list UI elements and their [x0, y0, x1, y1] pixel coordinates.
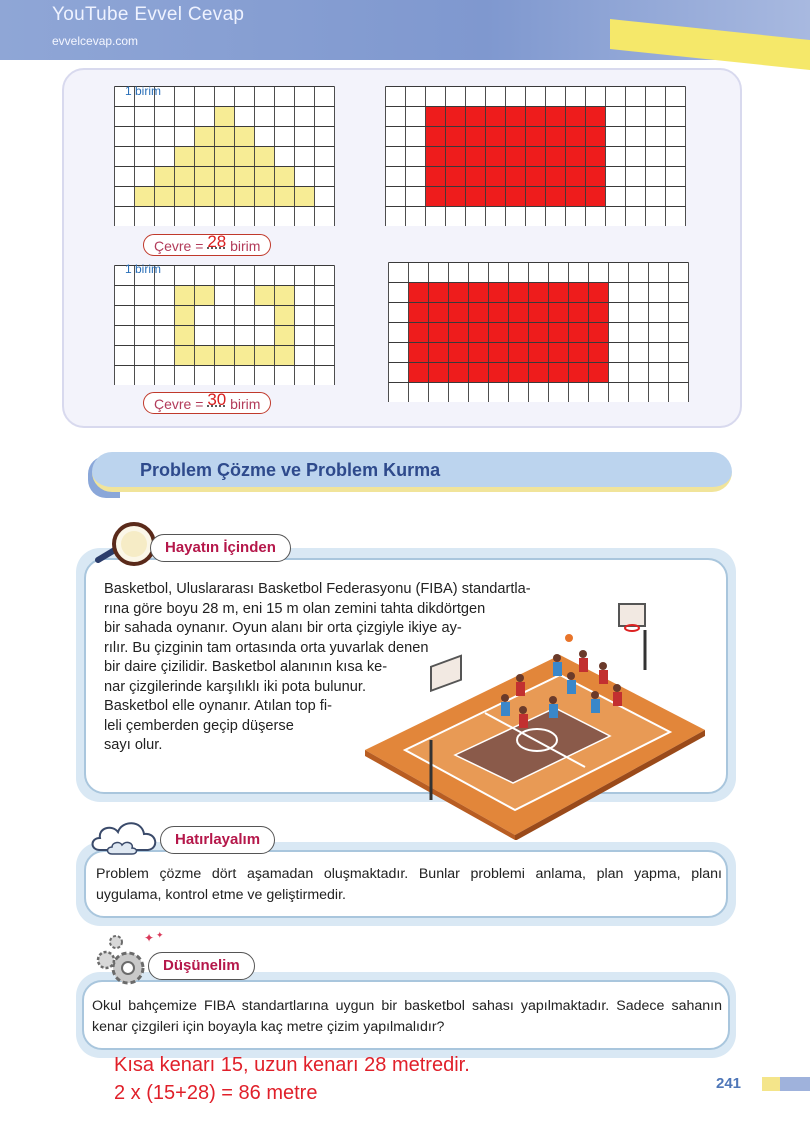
grid-cell-filled	[215, 187, 235, 207]
perimeter-answer-1-value: 28	[207, 232, 227, 251]
grid-cell-filled	[175, 326, 195, 346]
grid-triangle-shape	[114, 86, 336, 226]
answer-line-1: Kısa kenarı 15, uzun kenarı 28 metredir.	[114, 1054, 470, 1076]
grid-cell-filled	[215, 147, 235, 167]
think-text: Okul bahçemize FIBA standartlarına uygun bir basketbol sahası yapılmaktadır. Sadece sahanın kenar çizgileri için boyayla kaç metre çizim yapılmalıdır?	[92, 998, 722, 1035]
grid-cell-filled	[195, 167, 215, 187]
red-rectangle	[426, 107, 606, 207]
grid-red-rectangle-1	[385, 86, 687, 226]
grid-cell-filled	[175, 167, 195, 187]
grid-cell-filled	[195, 127, 215, 147]
recall-text: Problem çözme dört aşamadan oluşmaktadır. Bunlar problemi anlama, plan yapma, planı uygulama, kontrol etme ve geliştirmedir.	[96, 866, 722, 903]
section-title: Problem Çözme ve Problem Kurma	[140, 460, 441, 480]
grid-cell-filled	[275, 306, 295, 326]
grid-cell-filled	[235, 167, 255, 187]
grid-cell-filled	[235, 187, 255, 207]
grid-cell-filled	[155, 187, 175, 207]
grid-cell-filled	[175, 306, 195, 326]
grid-cell-filled	[235, 147, 255, 167]
svg-text:✦: ✦	[144, 931, 155, 945]
grid-cell-filled	[175, 147, 195, 167]
grid-cell-filled	[135, 187, 155, 207]
grid-cell-filled	[295, 187, 315, 207]
grid-cell-filled	[175, 346, 195, 366]
grid-cell-filled	[215, 167, 235, 187]
perimeter-answer-2-value: 30	[207, 390, 227, 409]
grid-cell-filled	[175, 187, 195, 207]
grid-cell-filled	[275, 167, 295, 187]
life-line: sayı olur.	[104, 737, 163, 753]
grid-cell-filled	[155, 167, 175, 187]
grid-cell-filled	[195, 147, 215, 167]
life-line: bir daire çizilidir. Basketbol alanının kısa ke-	[104, 659, 388, 675]
grid-cell-filled	[275, 346, 295, 366]
page-strip-yellow	[762, 1077, 780, 1091]
grid-cell-filled	[195, 187, 215, 207]
watermark-url: evvelcevap.com	[52, 34, 139, 48]
grid-cell-filled	[195, 286, 215, 306]
page-strip-blue	[780, 1077, 810, 1091]
unit-label-1: 1 birim	[125, 84, 162, 98]
perimeter-answer-1: Çevre = 28 birim	[143, 234, 271, 256]
life-line: leli çemberden geçip düşerse	[104, 717, 294, 734]
life-line: rına göre boyu 28 m, eni 15 m olan zemini tahta dikdörtgen	[104, 600, 486, 617]
grid-cell-filled	[255, 167, 275, 187]
page-number: 241	[716, 1075, 742, 1092]
grid-cell-filled	[175, 286, 195, 306]
grid-cell-filled	[255, 346, 275, 366]
svg-text:✦: ✦	[156, 931, 164, 941]
grid-red-rectangle-2	[388, 262, 690, 402]
unit-label-2: 1 birim	[125, 262, 162, 276]
life-line: Basketbol elle oynanır. Atılan top fi-	[104, 698, 332, 714]
grid-cell-filled	[255, 286, 275, 306]
life-line: rılır. Bu çizginin tam ortasında orta yuvarlak denen	[104, 639, 429, 656]
watermark-title: YouTube Evvel Cevap	[52, 4, 245, 25]
life-line: bir sahada oynanır. Oyun alanı bir orta çizgiyle ikiye ay-	[104, 620, 462, 636]
grid-cell-filled	[215, 127, 235, 147]
grid-u-shape	[114, 265, 336, 385]
grid-cell-filled	[275, 286, 295, 306]
life-line: Basketbol, Uluslararası Basketbol Federasyonu (FIBA) standartla-	[104, 581, 531, 597]
cloud-icon	[86, 814, 166, 858]
answer-line-2: 2 x (15+28) = 86 metre	[114, 1082, 318, 1104]
perimeter-answer-2: Çevre = 30 birim	[143, 392, 271, 414]
grid-cell-filled	[275, 326, 295, 346]
grid-cell-filled	[235, 127, 255, 147]
grid-cell-filled	[215, 107, 235, 127]
grid-cell-filled	[215, 346, 235, 366]
basketball-court-illustration	[345, 600, 725, 840]
think-tag: Düşünelim	[148, 952, 255, 980]
recall-tag: Hatırlayalım	[160, 826, 275, 854]
grid-cell-filled	[275, 187, 295, 207]
grid-cell-filled	[255, 187, 275, 207]
life-line: nar çizgilerinde karşılıklı iki pota bulunur.	[104, 678, 367, 695]
grid-cell-filled	[235, 346, 255, 366]
grid-cell-filled	[195, 346, 215, 366]
life-tag: Hayatın İçinden	[150, 534, 291, 562]
grid-cell-filled	[255, 147, 275, 167]
